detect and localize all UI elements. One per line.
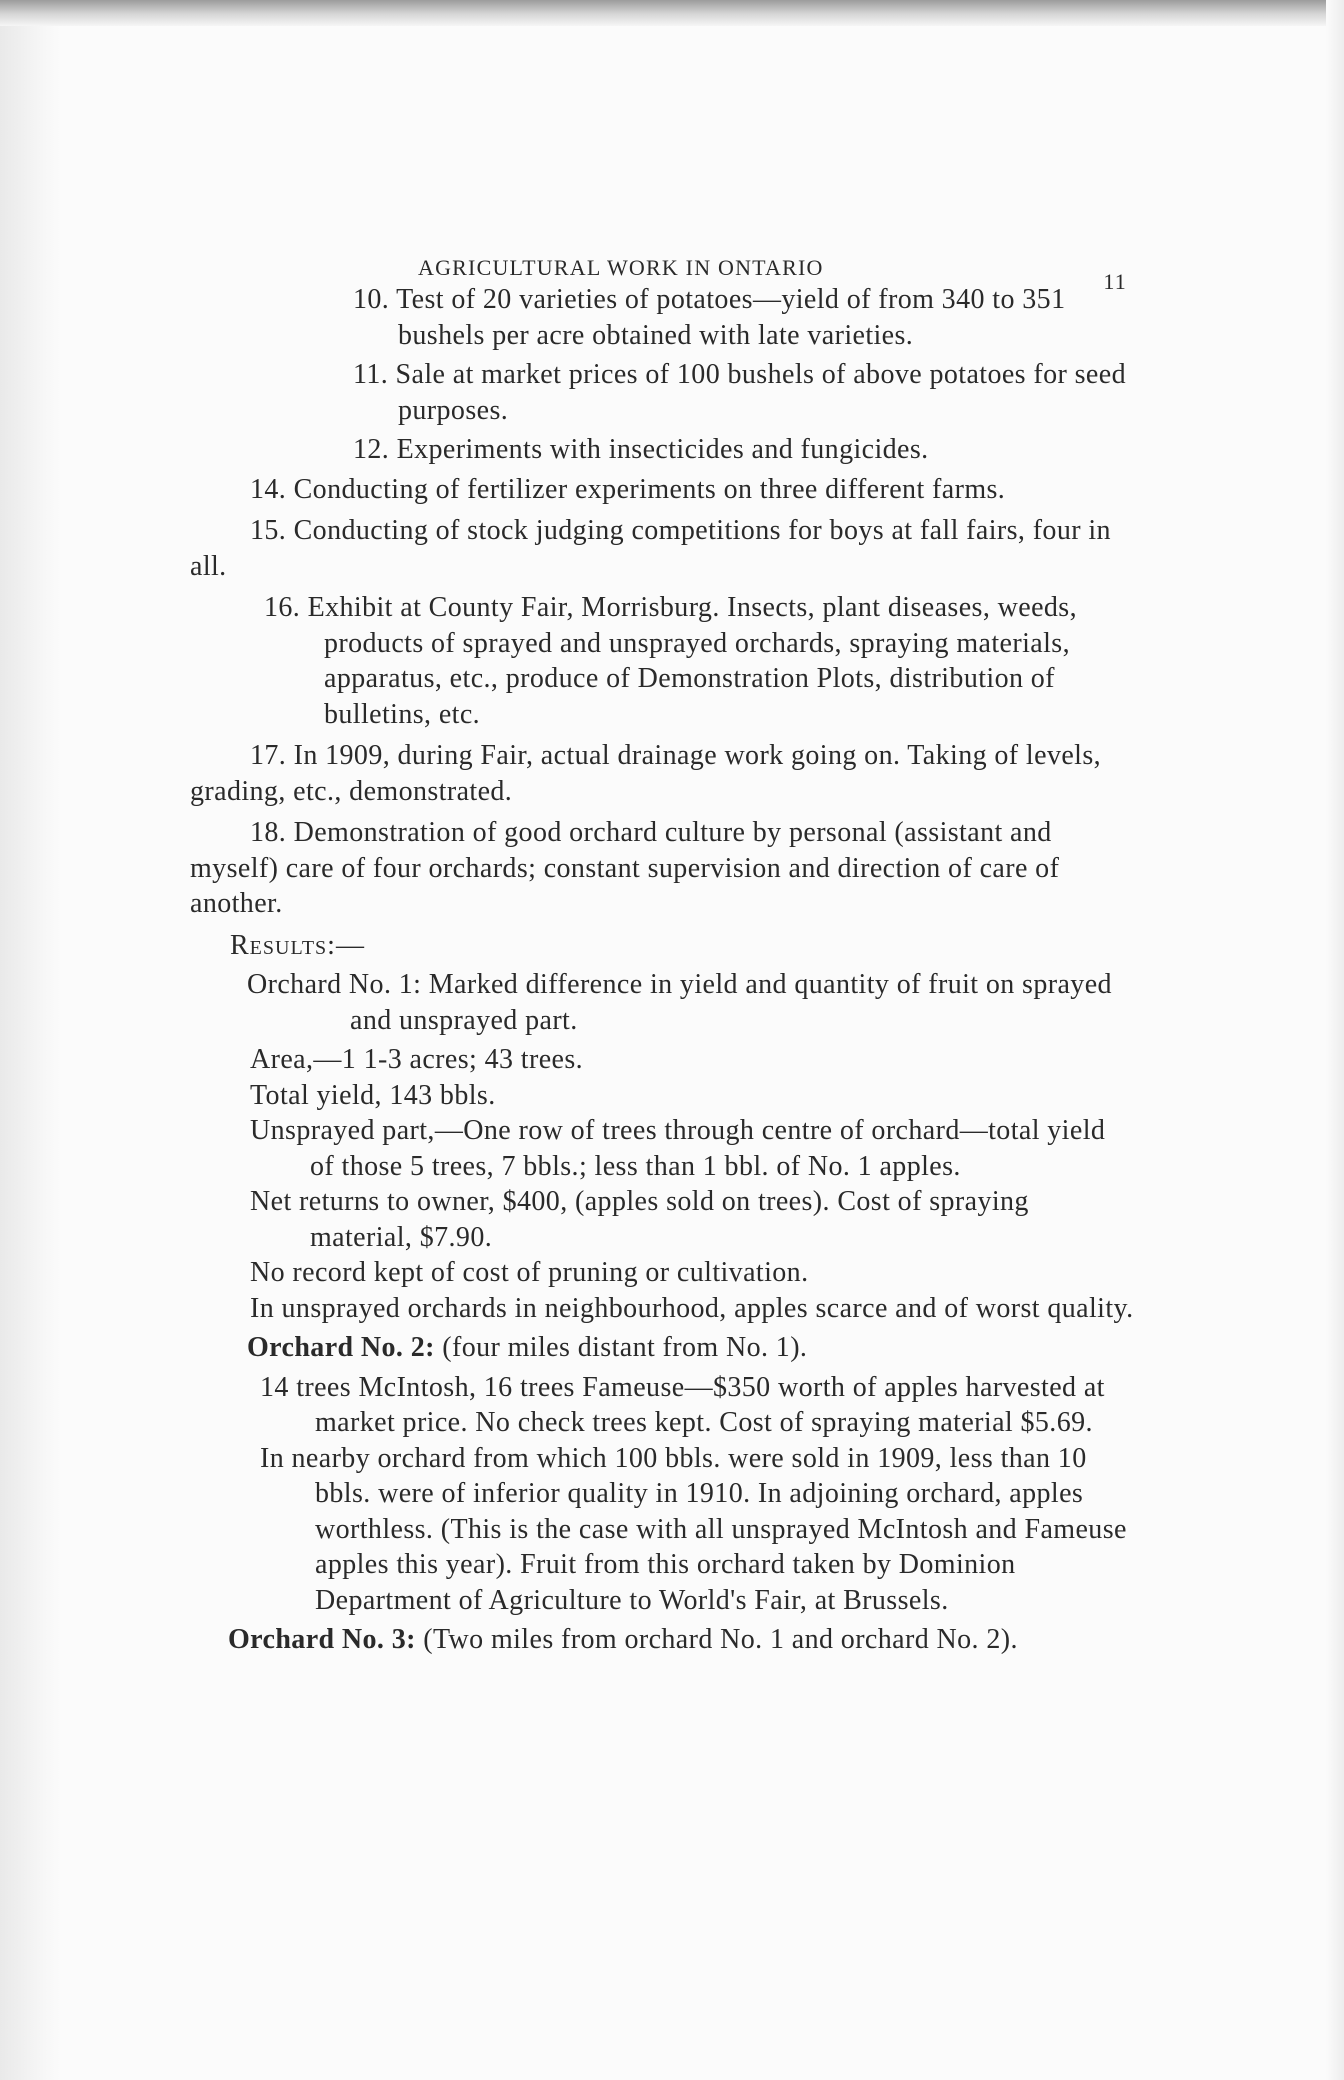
page-number: 11 xyxy=(1103,269,1127,294)
list-item: In nearby orchard from which 100 bbls. were sold in 1909, less than 10 bbls. were of inferior quality in 1910. In adjoining orchard, apples worthless. (This is the case with all unsprayed McIntosh and Fameuse apples this year). Fruit from this orchard taken by Dominion Department of Agriculture to World's Fair, at Brussels. xyxy=(260,1442,1127,1616)
list-item: 11. Sale at market prices of 100 bushels of above potatoes for seed purposes. xyxy=(353,359,1126,426)
list-item: 14 trees McIntosh, 16 trees Fameuse—$350 worth of apples harvested at market price. No check trees kept. Cost of spraying material $5.69. xyxy=(260,1371,1105,1438)
list-item: Area,—1 1-3 acres; 43 trees. xyxy=(250,1044,584,1075)
orchard-2-note: (four miles distant from No. 1). xyxy=(434,1332,808,1363)
paragraph-16: 16. Exhibit at County Fair, Morrisburg. Insects, plant diseases, weeds, products of sprayed and unsprayed orchards, spraying materials, apparatus, etc., produce of Demonstration Plots, distribution of bulletins, etc. xyxy=(264,592,1077,730)
list-item: In unsprayed orchards in neighbourhood, apples scarce and of worst quality. xyxy=(250,1292,1134,1324)
orchard-1-details xyxy=(190,1042,1135,1326)
results-label: Results:— xyxy=(230,929,365,961)
list-item: Net returns to owner, $400, (apples sold on trees). Cost of spraying material, $7.90. xyxy=(250,1186,1029,1253)
list-item: Total yield, 143 bbls. xyxy=(250,1079,496,1111)
orchard-3-label: Orchard No. 3: xyxy=(228,1624,416,1655)
page-left-edge-shadow xyxy=(0,0,60,2080)
running-header xyxy=(190,238,1135,294)
list-item: 10. Test of 20 varieties of potatoes—yield of from 340 to 351 bushels per acre obtained with late varieties. xyxy=(353,284,1066,351)
paragraph-14: 14. Conducting of fertilizer experiments on three different farms. xyxy=(250,473,1006,505)
list-item: Unsprayed part,—One row of trees through centre of orchard—total yield of those 5 trees, 7 bbls.; less than 1 bbl. of No. 1 apples. xyxy=(250,1115,1106,1182)
orchard-2-label: Orchard No. 2: xyxy=(247,1332,435,1363)
orchard-2-details xyxy=(190,1370,1135,1619)
orchard-3-note: (Two miles from orchard No. 1 and orchard No. 2). xyxy=(415,1624,1018,1655)
page-right-edge-shadow xyxy=(1326,0,1344,2080)
orchard-3-heading xyxy=(190,1622,1135,1658)
page-content xyxy=(190,238,1135,1662)
list-item: No record kept of cost of pruning or cultivation. xyxy=(250,1257,809,1288)
orchard-2-heading xyxy=(190,1330,1135,1366)
paragraph-15: 15. Conducting of stock judging competitions for boys at fall fairs, four in all. xyxy=(190,515,1111,582)
paragraph-17: 17. In 1909, during Fair, actual drainage work going on. Taking of levels, grading, etc., demonstrated. xyxy=(190,740,1102,807)
page-top-edge-shadow xyxy=(0,0,1344,26)
paragraph-18: 18. Demonstration of good orchard culture by personal (assistant and myself) care of four orchards; constant supervision and direction of care of another. xyxy=(190,817,1060,919)
list-item: 12. Experiments with insecticides and fungicides. xyxy=(353,434,929,465)
orchard-1-heading: Orchard No. 1: Marked difference in yield and quantity of fruit on sprayed and unsprayed part. xyxy=(247,969,1112,1036)
running-title: AGRICULTURAL WORK IN ONTARIO xyxy=(418,255,824,280)
